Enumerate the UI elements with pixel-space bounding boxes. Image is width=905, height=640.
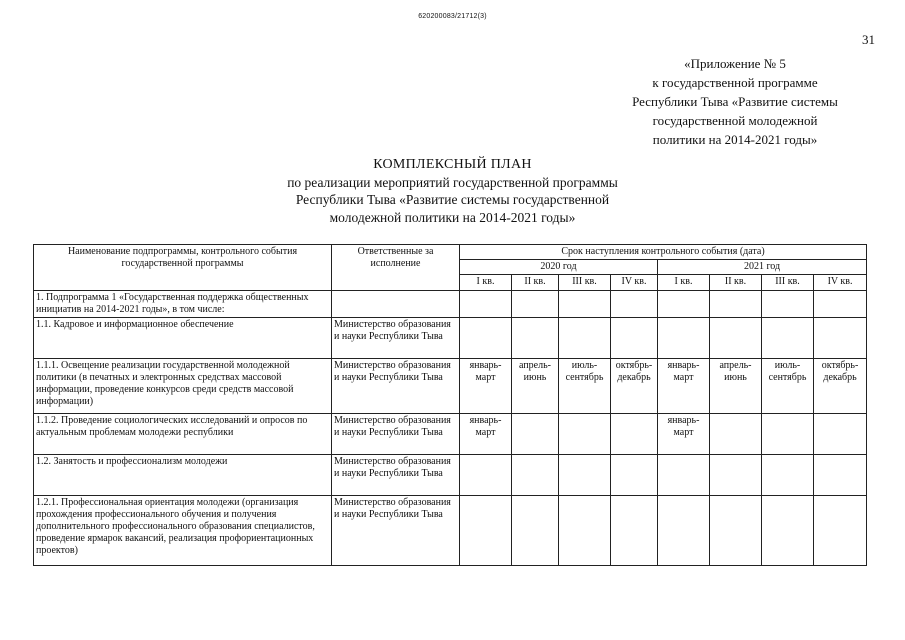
table-row	[34, 496, 867, 566]
row-quarter-cell	[814, 291, 867, 318]
row-quarter-cell	[762, 291, 814, 318]
plan-title-main: КОМПЛЕКСНЫЙ ПЛАН	[373, 157, 532, 172]
row-quarter-cell	[710, 414, 762, 455]
row-responsible: Министерство образования и науки Республики Тыва	[332, 414, 460, 455]
row-quarter-cell: июль-сентябрь	[559, 359, 611, 414]
row-quarter-cell: октябрь-декабрь	[814, 359, 867, 414]
row-quarter-cell	[512, 291, 559, 318]
header-name: Наименование подпрограммы, контрольного события государственной программы	[34, 245, 332, 291]
header-responsible: Ответственные за исполнение	[332, 245, 460, 291]
row-responsible: Министерство образования и науки Республики Тыва	[332, 359, 460, 414]
row-quarter-cell	[658, 291, 710, 318]
header-quarter: III кв.	[559, 275, 611, 291]
row-quarter-cell: октябрь-декабрь	[611, 359, 658, 414]
row-quarter-cell	[814, 414, 867, 455]
row-responsible: Министерство образования и науки Республики Тыва	[332, 455, 460, 496]
row-quarter-cell: июль-сентябрь	[762, 359, 814, 414]
row-quarter-cell	[611, 496, 658, 566]
header-quarter: I кв.	[658, 275, 710, 291]
row-name: 1.1.2. Проведение социологических исследований и опросов по актуальным проблемам молодежи республики	[34, 414, 332, 455]
row-quarter-cell	[460, 291, 512, 318]
plan-title-line: молодежной политики на 2014-2021 годы»	[329, 209, 576, 225]
row-quarter-cell	[814, 318, 867, 359]
plan-table	[33, 244, 867, 566]
header-quarter: IV кв.	[611, 275, 658, 291]
row-quarter-cell	[512, 455, 559, 496]
row-quarter-cell: апрель-июнь	[710, 359, 762, 414]
appendix-note	[590, 54, 880, 149]
row-quarter-cell	[658, 318, 710, 359]
row-quarter-cell	[559, 318, 611, 359]
row-quarter-cell	[611, 291, 658, 318]
table-row	[34, 414, 867, 455]
row-quarter-cell: январь-март	[658, 414, 710, 455]
row-responsible	[332, 291, 460, 318]
row-quarter-cell	[762, 414, 814, 455]
page-number: 31	[862, 32, 875, 47]
table-row	[34, 359, 867, 414]
table-row	[34, 291, 867, 318]
plan-title-line: Республики Тыва «Развитие системы государственной	[295, 192, 610, 207]
row-quarter-cell	[460, 496, 512, 566]
row-quarter-cell	[710, 318, 762, 359]
row-name: 1. Подпрограмма 1 «Государственная поддержка общественных инициатив на 2014-2021 годы», в том числе:	[34, 291, 332, 318]
header-quarter: III кв.	[762, 275, 814, 291]
table-row	[34, 455, 867, 496]
row-quarter-cell	[814, 455, 867, 496]
row-name: 1.2. Занятость и профессионализм молодежи	[34, 455, 332, 496]
appendix-line: к государственной программе	[652, 75, 818, 90]
row-quarter-cell	[460, 455, 512, 496]
row-quarter-cell	[814, 496, 867, 566]
row-responsible: Министерство образования и науки Республики Тыва	[332, 318, 460, 359]
row-quarter-cell	[658, 455, 710, 496]
row-quarter-cell	[559, 496, 611, 566]
row-quarter-cell	[559, 414, 611, 455]
header-deadline: Срок наступления контрольного события (дата)	[460, 245, 867, 260]
row-quarter-cell	[611, 414, 658, 455]
appendix-line: Республики Тыва «Развитие системы	[632, 94, 838, 109]
row-quarter-cell: январь-март	[460, 359, 512, 414]
header-quarter: II кв.	[512, 275, 559, 291]
row-quarter-cell	[512, 414, 559, 455]
document-id: 620200083/21712(3)	[418, 13, 487, 20]
header-quarter: I кв.	[460, 275, 512, 291]
row-quarter-cell	[611, 455, 658, 496]
header-year-2020: 2020 год	[460, 260, 658, 275]
row-quarter-cell	[710, 291, 762, 318]
row-quarter-cell	[611, 318, 658, 359]
header-quarter: II кв.	[710, 275, 762, 291]
row-quarter-cell: апрель-июнь	[512, 359, 559, 414]
row-quarter-cell	[762, 496, 814, 566]
row-responsible: Министерство образования и науки Республики Тыва	[332, 496, 460, 566]
header-quarter: IV кв.	[814, 275, 867, 291]
row-name: 1.1.1. Освещение реализации государственной молодежной политики (в печатных и электронных средствах массовой информации, проведение конкурсов среди средств массовой информации)	[34, 359, 332, 414]
header-year-2021: 2021 год	[658, 260, 867, 275]
plan-title-line: по реализации мероприятий государственной программы	[287, 174, 618, 190]
row-quarter-cell	[512, 318, 559, 359]
table-row	[34, 318, 867, 359]
row-quarter-cell: январь-март	[460, 414, 512, 455]
row-quarter-cell	[710, 496, 762, 566]
row-quarter-cell: январь-март	[658, 359, 710, 414]
row-name: 1.1. Кадровое и информационное обеспечение	[34, 318, 332, 359]
appendix-line: политики на 2014-2021 годы»	[652, 132, 818, 147]
row-quarter-cell	[460, 318, 512, 359]
row-quarter-cell	[762, 455, 814, 496]
row-quarter-cell	[512, 496, 559, 566]
appendix-line: «Приложение № 5	[684, 56, 786, 71]
row-quarter-cell	[762, 318, 814, 359]
row-quarter-cell	[658, 496, 710, 566]
row-quarter-cell	[559, 291, 611, 318]
appendix-line: государственной молодежной	[652, 113, 818, 128]
row-name: 1.2.1. Профессиональная ориентация молодежи (организация прохождения профессионального обучения и получения дополнительного профессионального образования специалистов, проведение ярмарок вакансий, реализация профориентационных проектов)	[34, 496, 332, 566]
row-quarter-cell	[710, 455, 762, 496]
plan-title	[0, 156, 905, 226]
row-quarter-cell	[559, 455, 611, 496]
